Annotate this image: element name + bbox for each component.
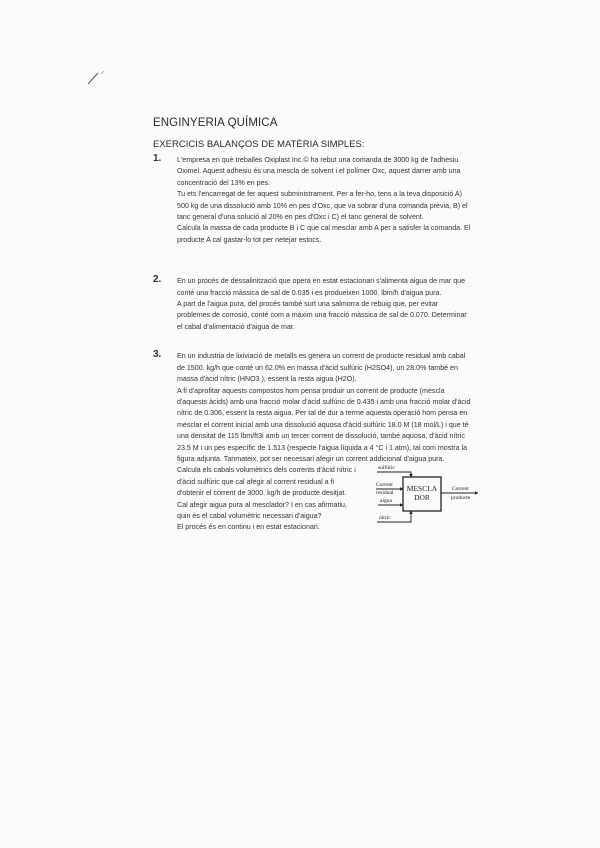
exercise-1	[153, 155, 473, 246]
mixer-box	[403, 484, 441, 502]
exercise-3-question	[177, 465, 357, 533]
paragraph: Tu ets l'encarregat de fer aquest subministrament. Per a fer-ho, tens a la teva disposició A) 500 kg de una dissolució amb 10% en pes d'Oxc, que va sobrar d'una comanda prèvia, B) el tanc general d'una solució al 20% en pes d'Oxc i C) el tanc general de solvent.	[177, 190, 468, 222]
paragraph: Calcula els cabals volumètrics dels corrents d'àcid nítric i d'àcid sulfúric que cal afegir al corrent residual a fi d'obtenir el corrent de 3000. kg/h de producte desitjat. Cal afegir aigua pura al mesclador? I en cas afirmatiu, quin és el cabal volumètric necessari d'aigua?	[177, 466, 356, 520]
exercise-list	[153, 155, 473, 534]
residual-label-1: Corrent	[376, 482, 393, 489]
pen-mark	[86, 70, 110, 86]
sulfuric-label: sulfúric	[378, 465, 395, 472]
paragraph: A fi d'aprofitar aquests compostos hom pensa produir un corrent de producte (mescla d'aquests àcids) amb una fracció molar d'àcid sulfúric de 0.435 i amb una fracció molar d'àcid nítric de 0.306, essent la resta aigua. Per tal de dur a terme aquesta operació hom pensa en mesclar el corrent inicial amb una dissolució aquosa d'àcid sulfúric 18.0 M (18 mol/L) i que té una densitat de 115 lbm/ft3i amb un tercer corrent de dissolució, també aquosa, d'àcid nítric 23.5 M i un pes específic de 1.513 (respecte l'aigua líquida a 4 °C i 1 atm), tal com mostra la figura adjunta. Tanmateix, pot ser necessari afegir un corrent addicional d'aigua pura.	[177, 386, 471, 463]
mixer-label-2: DOR	[414, 493, 430, 503]
exercise-3	[153, 351, 473, 534]
paragraph: En un procés de dessalinització que opera en estat estacionari s'alimenta aigua de mar que conté una fracció màssica de sal de 0.035 i es produeixen 1000. lbm/h d'aigua pura.	[177, 277, 466, 297]
product-label-2: producte	[451, 495, 471, 502]
paragraph: L'empresa en què treballes Oxiplast Inc.© ha rebut una comanda de 3000 kg de l'adhesiu Oximel. Aquest adhesiu és una mescla de solvent i el polímer Oxc, aquest darrer amb una concentració del 13% en pes.	[177, 156, 461, 187]
paragraph: A part de l'aigua pura, del procés també surt una salmorra de rebuig que, per evitar problemes de corrosió, conté com a màxim una fracció màssica de sal de 0.070. Determinar el cabal d'alimentació d'aigua de mar.	[177, 300, 467, 331]
mixer-label-1: MESCLA	[406, 484, 438, 494]
product-label-1: Corrent	[452, 486, 469, 493]
exercise-2	[153, 276, 473, 333]
exercise-number: 1.	[153, 153, 162, 164]
document-subtitle: EXERCICIS BALANÇOS DE MATÈRIA SIMPLES:	[153, 139, 365, 150]
paragraph: En un industria de lixiviació de metalls es genera un corrent de producte residual amb cabal de 1500. kg/h que conté un 62.0% en massa d'àcid sulfúric (H2SO4), un 28.0% també en massa d'àcid nítric (HNO3 ), essent la resta aigua (H2O).	[177, 352, 466, 384]
paragraph: Calcula la massa de cada producte B i C que cal mesclar amb A per a satisfer la comanda. El producte A cal gastar-lo tot per netejar estocs.	[177, 224, 471, 244]
mixer-diagram	[363, 462, 493, 527]
water-label: aigua	[380, 498, 392, 505]
exercise-number: 3.	[153, 349, 162, 361]
nitric-label: nítric	[379, 515, 391, 522]
paragraph: El procés és en continu i en estat estacionari.	[177, 523, 320, 532]
document-title: ENGINYERIA QUÍMICA	[153, 117, 278, 129]
residual-label-2: residual	[376, 490, 394, 497]
exercise-3-question-row	[177, 465, 473, 533]
exercise-number: 2.	[153, 274, 162, 286]
